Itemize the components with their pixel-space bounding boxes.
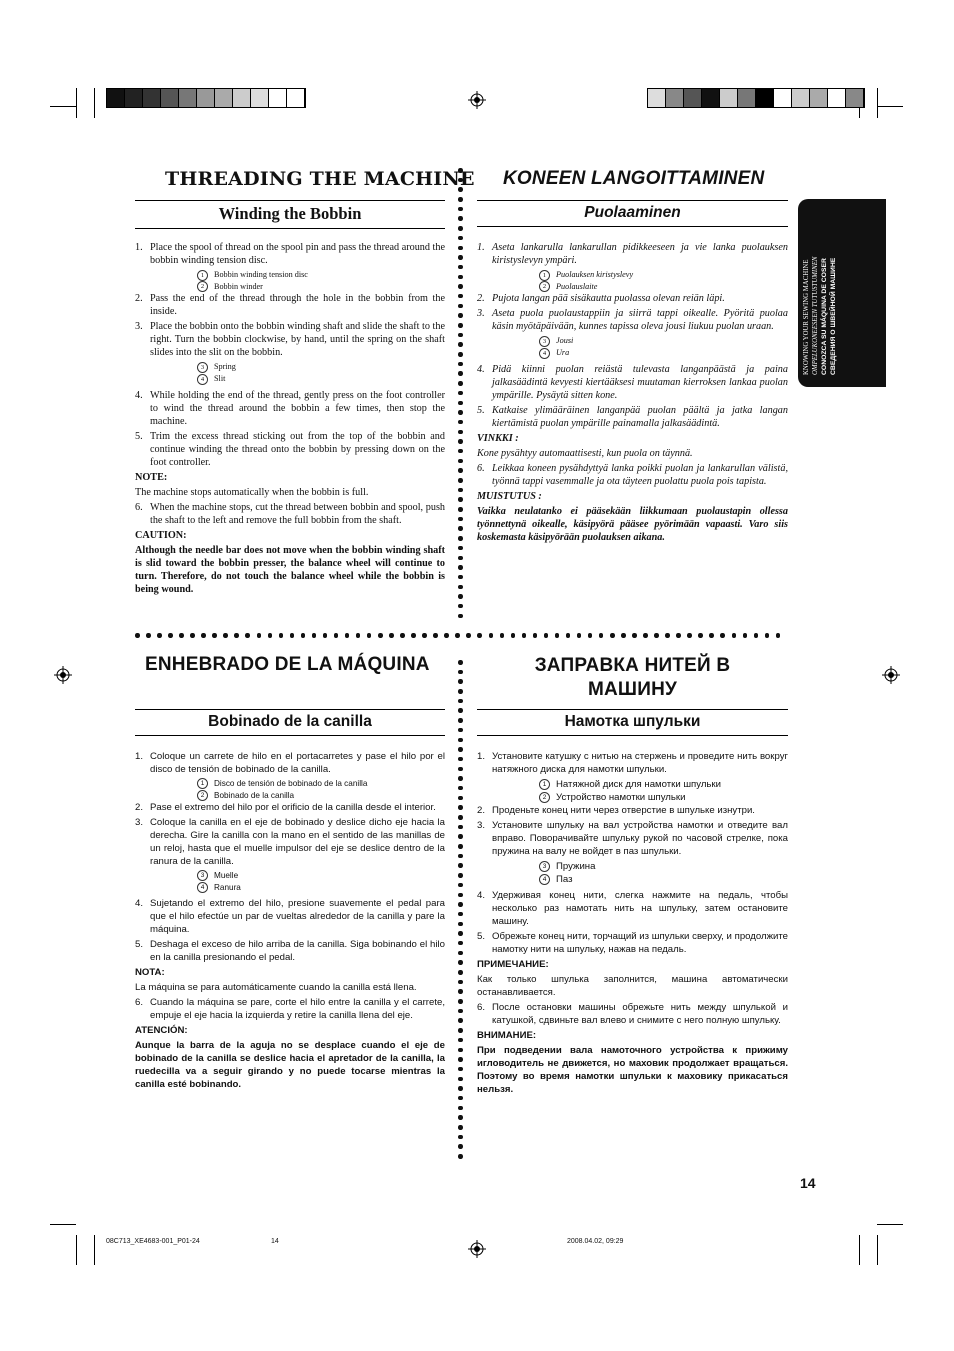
dot xyxy=(458,1154,463,1159)
spanish-subtitle: Bobinado de la canilla xyxy=(135,709,445,736)
step-4: 4. While holding the end of the thread, gently press on the foot controller to wind the thread around the bobbin a few times, then stop the machine. xyxy=(135,389,445,427)
russian-body xyxy=(477,750,788,1098)
dot xyxy=(458,951,463,956)
dot xyxy=(458,468,463,473)
step-2: 2. Pujota langan pää sisäkautta puolassa olevan reiän läpi. xyxy=(477,293,725,305)
dot xyxy=(458,207,463,212)
dot xyxy=(433,633,438,638)
dot xyxy=(301,633,306,638)
dot xyxy=(458,893,463,898)
dot xyxy=(458,1096,463,1101)
dot xyxy=(709,633,714,638)
dot xyxy=(676,633,681,638)
dot xyxy=(458,1135,463,1140)
dot xyxy=(458,805,463,810)
note-text: Как только шпулька заполнится, машина автоматически останавливается. xyxy=(477,974,788,998)
dot xyxy=(458,718,463,723)
dot xyxy=(458,575,463,580)
dot xyxy=(458,1077,463,1082)
step-6: 6. Cuando la máquina se pare, corte el hilo entre la canilla y el carrete, empuje el eje hacia la izquierda y retire la canilla llena del eje. xyxy=(135,997,445,1021)
footer-page: 14 xyxy=(271,1238,279,1245)
dot xyxy=(458,689,463,694)
sub-item-2: 2 Bobinado de la canilla xyxy=(135,790,445,802)
dot xyxy=(458,1086,463,1091)
dot xyxy=(458,246,463,251)
dot xyxy=(458,449,463,454)
registration-mark-icon xyxy=(468,91,486,109)
step-1: 1. Place the spool of thread on the spool pin and pass the thread around the bobbin winding tension disc. xyxy=(135,242,445,266)
dot xyxy=(212,633,217,638)
dot xyxy=(458,439,463,444)
caution-text: При подведении вала намоточного устройства к прижиму игловодитель не движется, но маховик продолжает вращаться. Поэтому во время намотки шпульки к маховику прикасаться нельзя. xyxy=(477,1045,788,1095)
step-5: 5. Deshaga el exceso de hilo arriba de la canilla. Siga bobinando el hilo en la canilla presionando el pedal. xyxy=(135,939,445,963)
dot xyxy=(190,633,195,638)
dot xyxy=(599,633,604,638)
note-label: VINKKI : xyxy=(477,432,519,444)
tab-line-fi: OMPELUKONEESEEN TUTUSTUMINEN xyxy=(812,256,819,375)
dot xyxy=(458,430,463,435)
dot xyxy=(458,556,463,561)
registration-mark-icon xyxy=(54,666,72,684)
dot xyxy=(268,633,273,638)
dot xyxy=(312,633,317,638)
dot xyxy=(458,410,463,415)
dot xyxy=(458,255,463,260)
tab-line-es: CONOZCA SU MÁQUINA DE COSER xyxy=(821,258,828,375)
step-5: 5. Trim the excess thread sticking out from the top of the bobbin and continue winding the thread onto the bobbin by pressing down on the foot controller. xyxy=(135,430,445,468)
dot xyxy=(654,633,659,638)
dot xyxy=(458,660,463,665)
sub-item-2: 2 Puolauslaite xyxy=(477,281,788,293)
dot xyxy=(458,352,463,357)
dot xyxy=(458,815,463,820)
dot xyxy=(458,517,463,522)
dot xyxy=(323,633,328,638)
sub-item-2: 2 Bobbin winder xyxy=(135,281,445,293)
dot xyxy=(458,708,463,713)
dot xyxy=(458,391,463,396)
russian-title-line-2: МАШИНУ xyxy=(587,679,678,700)
dot xyxy=(765,633,770,638)
dot xyxy=(458,313,463,318)
sub-item-2: 2 Устройство намотки шпульки xyxy=(477,791,788,804)
dot xyxy=(458,863,463,868)
note-text: The machine stops automatically when the bobbin is full. xyxy=(135,486,369,498)
note-text: Kone pysähtyy automaattisesti, kun puola on täynnä. xyxy=(477,447,693,459)
dot xyxy=(458,594,463,599)
dot xyxy=(458,1048,463,1053)
sub-item-3: 3 Jousi xyxy=(477,335,788,347)
dot xyxy=(458,236,463,241)
footer-date: 2008.04.02, 09:29 xyxy=(567,1238,624,1245)
dot xyxy=(378,633,383,638)
tab-line-en: KNOWING YOUR SEWING MACHINE xyxy=(803,259,810,375)
step-2: 2. Pase el extremo del hilo por el orificio de la canilla desde el interior. xyxy=(135,802,436,813)
dot xyxy=(732,633,737,638)
dot xyxy=(458,284,463,289)
sub-item-4: 4 Паз xyxy=(477,873,788,886)
step-5: 5. Обрежьте конец нити, торчащий из шпульки сверху, и продолжите намотку нити на шпульку, нажав на педаль. xyxy=(477,931,788,955)
dot xyxy=(458,1057,463,1062)
dot xyxy=(458,371,463,376)
dot xyxy=(458,738,463,743)
dot xyxy=(754,633,759,638)
dot xyxy=(458,931,463,936)
dot xyxy=(458,546,463,551)
dot xyxy=(458,1067,463,1072)
dot xyxy=(458,796,463,801)
dot xyxy=(555,633,560,638)
dot xyxy=(458,883,463,888)
dot xyxy=(458,670,463,675)
caution-text: Vaikka neulatanko ei pääsekään liikkumaan puolaustapin ollessa työnnettynä oikealle, käsipyörä pääsee pyörimään vapaasti. Varo siis koskemasta käsipyörään puolauksen aikana. xyxy=(477,505,788,543)
dot xyxy=(458,1115,463,1120)
dot xyxy=(458,604,463,609)
dot xyxy=(621,633,626,638)
dot xyxy=(610,633,615,638)
footer-file: 08C713_XE4683-001_P01-24 xyxy=(106,1238,200,1245)
dot xyxy=(411,633,416,638)
step-3: 3. Place the bobbin onto the bobbin winding shaft and slide the shaft to the right. Turn the bobbin clockwise, by hand, until the spring on the shaft slides into the slit on the bobbin. xyxy=(135,321,445,359)
dot xyxy=(458,834,463,839)
step-1: 1. Coloque un carrete de hilo en el portacarretes y pase el hilo por el disco de tensión de bobinado de la canilla. xyxy=(135,751,445,775)
dot xyxy=(458,767,463,772)
caution-label: ВНИМАНИЕ: xyxy=(477,1030,537,1041)
dot xyxy=(179,633,184,638)
caution-text: Aunque la barra de la aguja no se desplace cuando el eje de bobinado de la canilla se deslice hacia el apretador de la canilla, la ruedecilla va a seguir girando y no puede tocarse mientras la canilla esté bobinando. xyxy=(135,1040,445,1090)
dot xyxy=(720,633,725,638)
dot xyxy=(345,633,350,638)
dot xyxy=(245,633,250,638)
dot xyxy=(458,381,463,386)
sub-item-3: 3 Spring xyxy=(135,361,445,373)
dot xyxy=(444,633,449,638)
dot xyxy=(743,633,748,638)
dot xyxy=(588,633,593,638)
step-3: 3. Aseta puola puolaustappiin ja siirrä tappi oikealle. Pyöritä puolaa käsin myötäpäivään, kunnes tapissa oleva jousi liukuu puolan uraan. xyxy=(477,308,788,333)
dot xyxy=(356,633,361,638)
dot xyxy=(458,497,463,502)
note-label: NOTE: xyxy=(135,471,168,483)
dot xyxy=(458,488,463,493)
dot xyxy=(466,633,471,638)
dot xyxy=(458,728,463,733)
dot xyxy=(643,633,648,638)
dot xyxy=(146,633,151,638)
russian-title-line-1: ЗАПРАВКА НИТЕЙ В xyxy=(534,655,731,676)
sub-item-1: 1 Натяжной диск для намотки шпульки xyxy=(477,778,788,791)
dot xyxy=(511,633,516,638)
dot xyxy=(458,941,463,946)
vertical-divider-bottom xyxy=(458,660,464,1164)
sub-item-4: 4 Ranura xyxy=(135,882,445,894)
dot xyxy=(458,362,463,367)
dot xyxy=(577,633,582,638)
dot xyxy=(458,912,463,917)
russian-subtitle: Намотка шпульки xyxy=(477,709,788,736)
dot xyxy=(458,844,463,849)
step-3: 3. Coloque la canilla en el eje de bobinado y deslice dicho eje hacia la derecha. Gire la canilla con la mano en el sentido de las manillas de un reloj, hasta que el muelle impulsor del eje se deslice dentro de la ranura de la canilla. xyxy=(135,817,445,867)
dot xyxy=(458,507,463,512)
dot xyxy=(687,633,692,638)
dot xyxy=(367,633,372,638)
step-3: 3. Установите шпульку на вал устройства намотки и отведите вал вправо. Поворачивайте шпульку рукой по часовой стрелке, пока пружина на валу не войдет в паз шпульки. xyxy=(477,820,788,857)
dot xyxy=(458,970,463,975)
registration-mark-icon xyxy=(468,1240,486,1258)
dot xyxy=(458,333,463,338)
vertical-divider-top xyxy=(458,168,464,623)
dot xyxy=(533,633,538,638)
registration-mark-icon xyxy=(882,666,900,684)
dot xyxy=(168,633,173,638)
step-2: 2. Проденьте конец нити через отверстие в шпульке изнутри. xyxy=(477,805,755,816)
spanish-title: ENHEBRADO DE LA MÁQUINA xyxy=(145,654,430,675)
dot xyxy=(201,633,206,638)
dot xyxy=(458,526,463,531)
dot xyxy=(234,633,239,638)
dot xyxy=(458,401,463,406)
dot xyxy=(458,1009,463,1014)
english-subtitle: Winding the Bobbin xyxy=(135,200,445,229)
section-tab-text xyxy=(798,199,886,387)
dot xyxy=(458,304,463,309)
dot xyxy=(458,275,463,280)
step-4: 4. Sujetando el extremo del hilo, presione suavemente el pedal para que el hilo efectúe un par de vueltas alrededor de la canilla y pare la máquina. xyxy=(135,898,445,935)
dot xyxy=(477,633,482,638)
dot xyxy=(458,197,463,202)
sub-item-4: 4 Slit xyxy=(135,373,445,385)
dot xyxy=(389,633,394,638)
dot xyxy=(458,323,463,328)
step-1: 1. Aseta lankarulla lankarullan pidikkeeseen ja vie lanka puolauksen kiristyslevyn ympäri. xyxy=(477,242,788,266)
caution-text: Although the needle bar does not move when the bobbin winding shaft is slid toward the bobbin presser, the balance wheel will continue to turn. Therefore, do not touch the balance wheel while the bobbin is being wound. xyxy=(135,544,445,595)
english-body xyxy=(135,241,445,598)
sub-item-3: 3 Пружина xyxy=(477,860,788,873)
dot xyxy=(458,999,463,1004)
caution-label: MUISTUTUS : xyxy=(477,490,542,502)
dot xyxy=(458,757,463,762)
sub-item-1: 1 Disco de tensión de bobinado de la canilla xyxy=(135,778,445,790)
dot xyxy=(632,633,637,638)
finnish-subtitle: Puolaaminen xyxy=(477,200,788,227)
dot xyxy=(458,565,463,570)
dot xyxy=(458,873,463,878)
dot xyxy=(458,420,463,425)
caution-label: ATENCIÓN: xyxy=(135,1025,188,1036)
dot xyxy=(458,776,463,781)
dot xyxy=(455,633,460,638)
dot xyxy=(458,989,463,994)
dot xyxy=(458,1106,463,1111)
dot xyxy=(458,536,463,541)
dot xyxy=(458,1144,463,1149)
dot xyxy=(458,478,463,483)
dot xyxy=(458,1018,463,1023)
page-number: 14 xyxy=(800,1175,816,1191)
dot xyxy=(458,902,463,907)
step-5: 5. Katkaise ylimääräinen langanpää puolan päältä ja jatka langan kiertämistä puolan ympärille painamalla jalkasäädintä. xyxy=(477,404,788,429)
dot xyxy=(458,922,463,927)
dot xyxy=(458,699,463,704)
dot xyxy=(422,633,427,638)
dot xyxy=(566,633,571,638)
sub-item-1: 1 Bobbin winding tension disc xyxy=(135,269,445,281)
dot xyxy=(698,633,703,638)
note-label: NOTA: xyxy=(135,967,165,978)
sub-item-1: 1 Puolauksen kiristyslevy xyxy=(477,269,788,281)
dot xyxy=(500,633,505,638)
spanish-body xyxy=(135,750,445,1093)
caution-label: CAUTION: xyxy=(135,529,187,541)
step-4: 4. Удерживая конец нити, слегка нажмите на педаль, чтобы несколько раз намотать нить на шпульку, затем остановите машину. xyxy=(477,890,788,927)
dot xyxy=(400,633,405,638)
dot xyxy=(257,633,262,638)
dot xyxy=(290,633,295,638)
dot xyxy=(458,960,463,965)
finnish-title: KONEEN LANGOITTAMINEN xyxy=(503,168,765,189)
dot xyxy=(458,1125,463,1130)
dot xyxy=(157,633,162,638)
color-bar-right xyxy=(647,88,865,108)
dot xyxy=(458,226,463,231)
step-6: 6. После остановки машины обрежьте нить между шпулькой и катушкой, сдвиньте вал влево и снимите с него полную шпульку. xyxy=(477,1002,788,1026)
dot xyxy=(776,633,781,638)
russian-title xyxy=(477,654,788,702)
dot xyxy=(458,585,463,590)
color-bar-left xyxy=(106,88,306,108)
horizontal-divider xyxy=(135,633,787,639)
note-text: La máquina se para automáticamente cuando la canilla está llena. xyxy=(135,982,417,993)
dot xyxy=(458,265,463,270)
dot xyxy=(489,633,494,638)
dot xyxy=(458,747,463,752)
dot xyxy=(458,216,463,221)
step-6: 6. When the machine stops, cut the thread between bobbin and spool, push the shaft to the left and remove the full bobbin from the shaft. xyxy=(135,501,445,526)
tab-line-ru: СВЕДЕНИЯ О ШВЕЙНОЙ МАШИНЕ xyxy=(830,257,837,375)
note-label: ПРИМЕЧАНИЕ: xyxy=(477,959,549,970)
dot xyxy=(458,294,463,299)
step-1: 1. Установите катушку с нитью на стержень и проведите нить вокруг натяжного диска для намотки шпульки. xyxy=(477,751,788,775)
sub-item-4: 4 Ura xyxy=(477,347,788,359)
dot xyxy=(458,614,463,619)
dot xyxy=(458,786,463,791)
dot xyxy=(458,1038,463,1043)
sub-item-3: 3 Muelle xyxy=(135,870,445,882)
dot xyxy=(135,633,140,638)
step-4: 4. Pidä kiinni puolan reiästä tulevasta langanpäästä ja paina jalkasäädintä kevyesti kiertääksesi muutaman kierroksen lankaa puolan ympärille. Pysäytä sitten kone. xyxy=(477,363,788,401)
dot xyxy=(458,342,463,347)
step-2: 2. Pass the end of the thread through the hole in the bobbin from the inside. xyxy=(135,293,445,318)
dot xyxy=(458,825,463,830)
dot xyxy=(458,459,463,464)
english-title: THREADING THE MACHINE xyxy=(165,168,475,190)
dot xyxy=(544,633,549,638)
finnish-body xyxy=(477,241,788,546)
dot xyxy=(458,854,463,859)
dot xyxy=(458,980,463,985)
dot xyxy=(522,633,527,638)
dot xyxy=(665,633,670,638)
dot xyxy=(223,633,228,638)
dot xyxy=(458,1028,463,1033)
dot xyxy=(458,679,463,684)
dot xyxy=(334,633,339,638)
step-6: 6. Leikkaa koneen pysähdyttyä lanka poikki puolan ja lankarullan välistä, työnnä tappi vasemmalle ja ota täyteen puolattu puola pois tapista. xyxy=(477,462,788,487)
dot xyxy=(279,633,284,638)
